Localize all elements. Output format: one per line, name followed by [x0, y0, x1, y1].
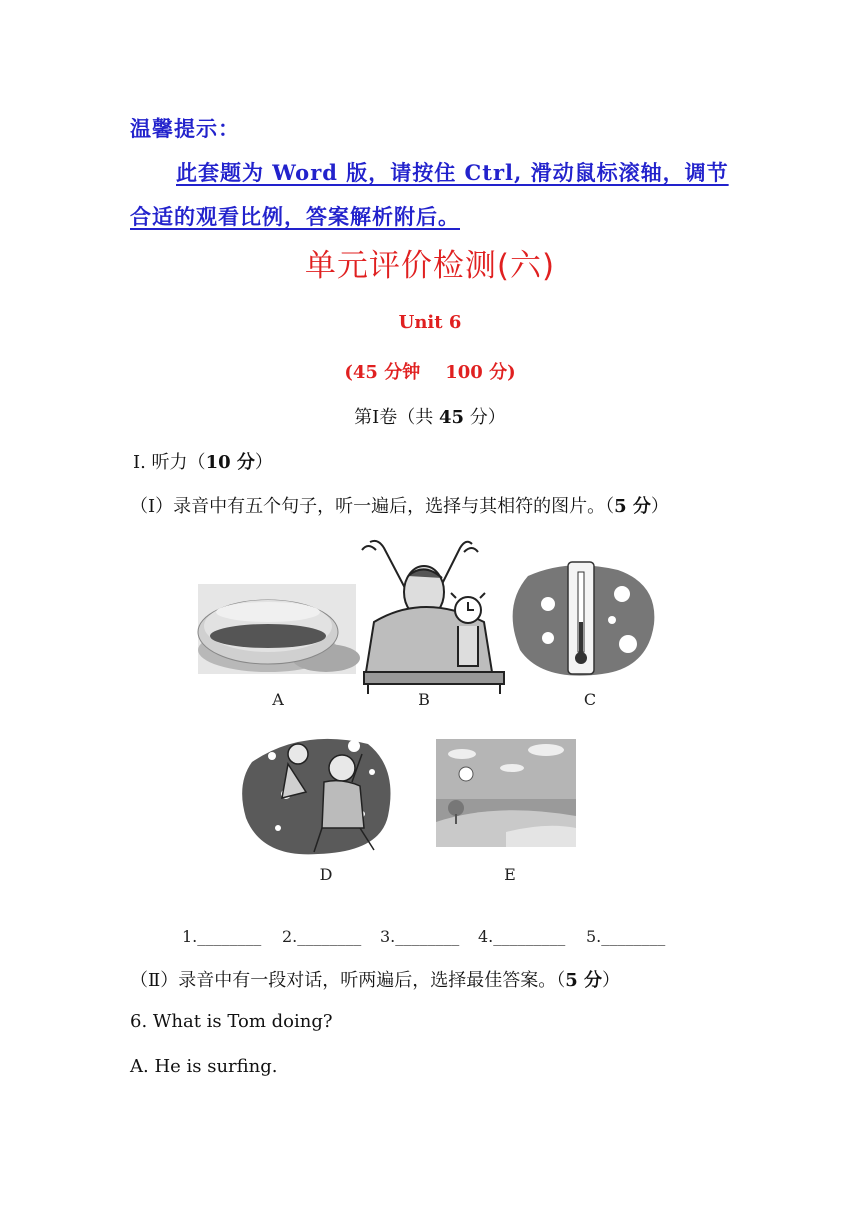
page-title: 单元评价检测(六) — [304, 248, 556, 284]
option-label-e: E — [504, 865, 516, 884]
section-suffix: ） — [254, 452, 273, 473]
volume-points: 45 — [439, 407, 465, 428]
part1-suffix: ） — [650, 496, 669, 517]
section-prefix: Ⅰ. 听力（ — [133, 452, 206, 473]
question-6: 6. What is Tom doing? — [130, 1011, 333, 1032]
option-label-a: A — [272, 690, 284, 709]
part1-instruction — [130, 492, 669, 518]
volume-suffix: 分） — [464, 407, 506, 428]
part1-prefix: （Ⅰ）录音中有五个句子，听一遍后，选择与其相符的图片。（ — [130, 496, 615, 517]
volume-heading — [0, 403, 860, 429]
section-listening-heading — [133, 448, 273, 474]
part2-points: 5 分 — [565, 970, 603, 991]
part1-points: 5 分 — [614, 496, 651, 517]
tip-line-2: 合适的观看比例，答案解析附后。 — [130, 204, 460, 229]
part2-prefix: （Ⅱ）录音中有一段对话，听两遍后，选择最佳答案。（ — [130, 970, 566, 991]
option-label-d: D — [319, 865, 333, 884]
tip-line-1: 此套题为 Word 版，请按住 Ctrl, 滑动鼠标滚轴，调节 — [176, 160, 729, 185]
question-6-option-a[interactable]: A. He is surfing. — [130, 1056, 278, 1077]
part2-suffix: ） — [602, 970, 621, 991]
answer-blank-2[interactable]: 2.________ — [282, 927, 362, 946]
unit-subtitle: Unit 6 — [398, 312, 462, 333]
volume-prefix: 第Ⅰ卷（共 — [354, 407, 440, 428]
answer-blank-4[interactable]: 4._________ — [478, 927, 566, 946]
section-points: 10 分 — [205, 452, 255, 473]
picture-options-figure — [176, 532, 686, 947]
answer-blank-3[interactable]: 3.________ — [380, 927, 460, 946]
tip-title: 温馨提示： — [130, 116, 240, 141]
answer-blank-5[interactable]: 5.________ — [586, 927, 666, 946]
answer-blank-1[interactable]: 1.________ — [182, 927, 262, 946]
option-label-b: B — [418, 690, 430, 709]
time-score: (45 分钟 100 分) — [344, 362, 516, 383]
option-label-c: C — [583, 690, 597, 709]
part2-instruction — [130, 966, 620, 992]
